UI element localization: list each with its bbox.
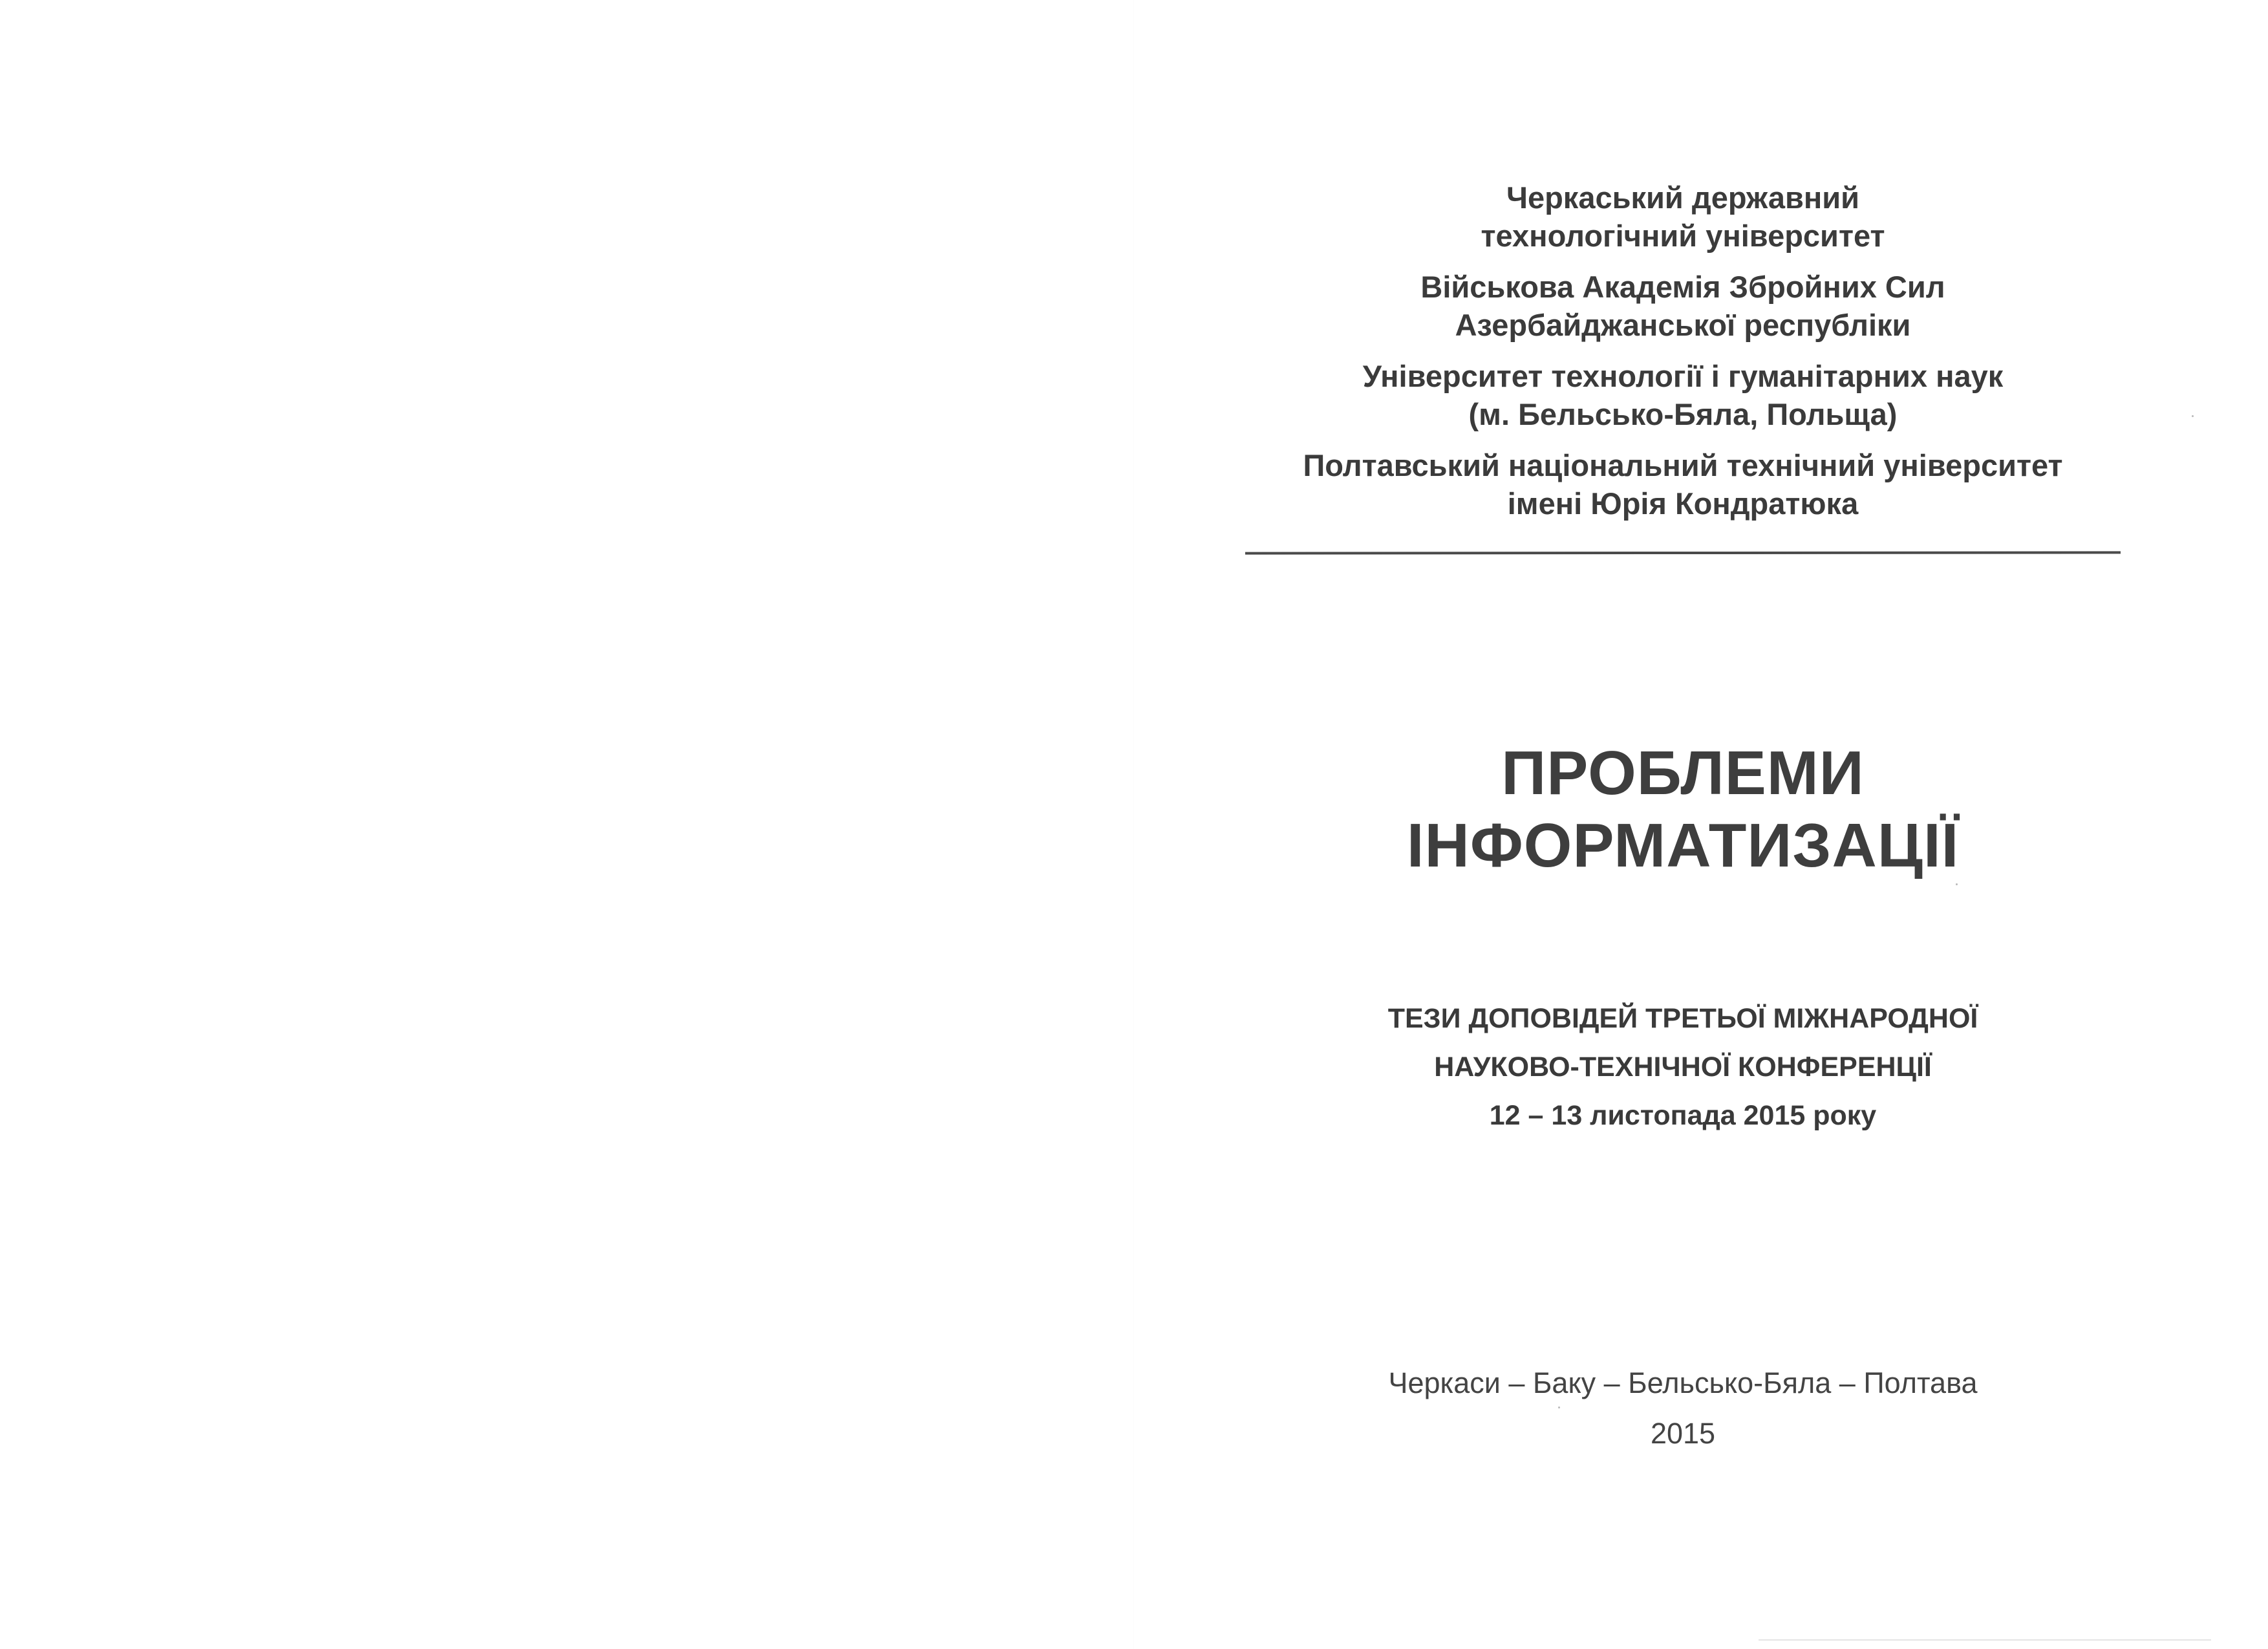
imprint [1245, 1358, 2121, 1459]
scan-speck [2192, 415, 2194, 417]
institution-2-line-2: Азербайджанської республіки [1455, 308, 1911, 342]
institution-3-line-2: (м. Бельсько-Бяла, Польща) [1468, 397, 1898, 431]
subtitle-line-1: ТЕЗИ ДОПОВІДЕЙ ТРЕТЬОЇ МІЖНАРОДНОЇ [1387, 1003, 1978, 1034]
conference-dates: 12 – 13 листопада 2015 року [1489, 1100, 1877, 1131]
scan-edge-mark [1759, 1639, 2211, 1641]
scan-speck [1956, 883, 1958, 885]
institution-3 [1245, 357, 2121, 433]
institution-1 [1245, 178, 2121, 255]
publication-year: 2015 [1650, 1417, 1716, 1450]
institution-1-line-1: Черкаський державний [1506, 180, 1860, 215]
institution-4 [1245, 446, 2121, 523]
institution-1-line-2: технологічний університет [1481, 219, 1885, 253]
institutions-block [1245, 178, 2121, 535]
institution-2 [1245, 268, 2121, 344]
institution-4-line-1: Полтавський національний технічний університет [1303, 448, 2063, 482]
publication-title [1245, 737, 2121, 882]
title-line-2: ІНФОРМАТИЗАЦІЇ [1406, 811, 1960, 880]
institution-2-line-1: Військова Академія Збройних Сил [1420, 270, 1945, 304]
title-line-1: ПРОБЛЕМИ [1501, 738, 1865, 808]
scan-speck [1558, 1406, 1560, 1408]
conference-subtitle [1245, 995, 2121, 1140]
institution-4-line-2: імені Юрія Кондратюка [1507, 486, 1859, 521]
publication-cities: Черкаси – Баку – Бельсько-Бяла – Полтава [1388, 1366, 1978, 1399]
subtitle-line-2: НАУКОВО-ТЕХНІЧНОЇ КОНФЕРЕНЦІЇ [1434, 1051, 1932, 1083]
institution-3-line-1: Університет технології і гуманітарних наук [1362, 359, 2004, 393]
